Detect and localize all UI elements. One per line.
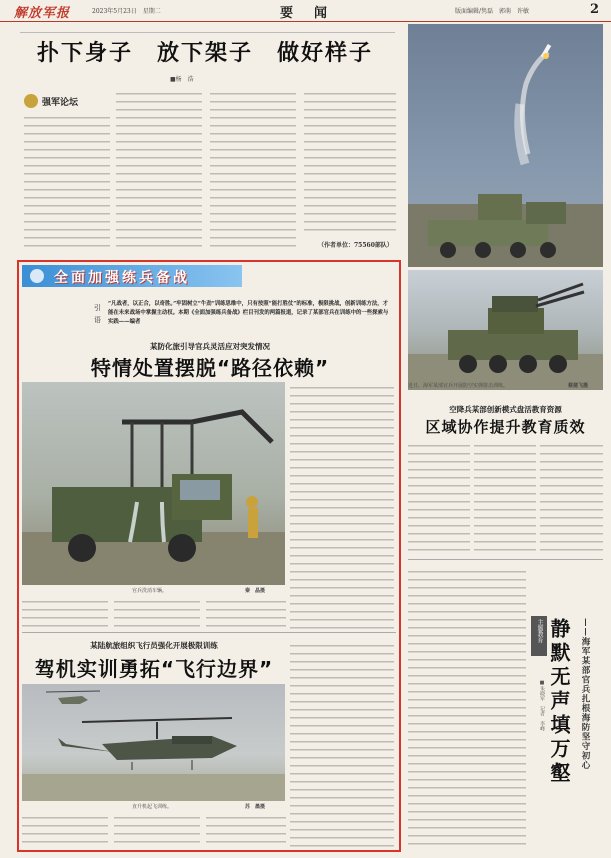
right-article-headline: 区域协作提升教育质效 [425, 418, 586, 436]
feature-banner [22, 265, 242, 287]
article1-subtitle: 某防化旅引导官兵灵活应对突发情况 [150, 342, 270, 351]
article2-column-3 [206, 812, 286, 848]
topic-badge-label: 主题教育 [536, 619, 543, 643]
lead-label: 引语 [94, 304, 101, 324]
rocket-launch-photo [408, 24, 603, 267]
article1-headline: 特情处置摆脱“路径依赖” [90, 356, 330, 380]
column-tag-icon [24, 94, 38, 108]
article2-column-4 [290, 640, 394, 848]
decontamination-photo [22, 382, 285, 585]
feature-divider [22, 632, 396, 633]
top-divider [20, 32, 395, 33]
column-tag [24, 94, 104, 108]
section-title: 要 闻 [280, 6, 332, 21]
top-article-column-2 [116, 88, 202, 248]
photo2-credit: 苏 墨摄 [245, 804, 266, 810]
vertical-subtitle: ——海军某部官兵扎根海防坚守初心 [580, 618, 590, 770]
top-headline: 扑下身子 放下架子 做好样子 [36, 41, 373, 66]
top-article-column-1 [24, 112, 110, 248]
article1-column-1 [22, 596, 108, 630]
article1-column-4 [290, 382, 394, 630]
helicopter-photo [22, 684, 285, 801]
photo2-caption: 直升机起飞训练。 [132, 804, 173, 810]
right-article-subtitle: 空降兵某部创新模式盘活教育资源 [449, 405, 562, 414]
right-article-column-2 [474, 440, 536, 556]
column-tag-label: 强军论坛 [42, 98, 79, 108]
photo1-caption: 官兵洗消车辆。 [132, 588, 168, 594]
feature-banner-title: 全面加强练兵备战 [54, 270, 190, 286]
vertical-article-body [408, 566, 526, 850]
top-article-column-4 [304, 88, 396, 236]
top-byline: ■杨 浩 [170, 76, 194, 83]
photo3-caption-row [408, 382, 603, 389]
right-divider [408, 559, 603, 560]
page-number: 2 [590, 2, 600, 17]
photo3-credit: 蔡建飞摄 [568, 383, 589, 389]
vertical-byline: ■朱晓军 记者 李峰 [539, 680, 545, 731]
banner-icon [30, 269, 44, 283]
article2-column-1 [22, 812, 108, 848]
article1-column-3 [206, 596, 286, 630]
right-article-column-1 [408, 440, 470, 556]
top-article-column-3 [210, 88, 296, 248]
air-defense-vehicle-photo [408, 270, 603, 390]
article2-headline: 驾机实训勇拓“飞行边界” [34, 657, 274, 681]
article1-column-2 [114, 596, 200, 630]
photo1-credit: 秦 晶摄 [245, 588, 266, 594]
article2-subtitle: 某陆航旅组织飞行员强化开展极限训练 [90, 641, 218, 650]
lead-quote: “凡战者，以正合，以奇胜。”牢固树立“牛劲”训练思维中，只有按照“能打胜仗”的标准，极限挑战，创新训练方法，才能在未来战场中掌握主动权。本期《全面加强练兵备战》栏目刊发的两篇报道，记录了某部官兵在训练中的一些探索与实践——编者 [108, 301, 389, 325]
vertical-headline: 静默无声填万壑 [547, 618, 571, 786]
issue-date: 2023年5月23日 星期二 [92, 8, 161, 15]
newspaper-logo: 解放军报 [14, 6, 71, 21]
article2-column-2 [114, 812, 200, 848]
page-editors: 版面编辑/隽磊 郭萌 许敏 [455, 8, 530, 15]
right-article-column-3 [540, 440, 603, 556]
photo3-caption: 近日，海军某部官兵开展防空实弹射击训练。 [408, 383, 509, 389]
masthead [0, 0, 611, 22]
top-article-source: （作者单位：75560部队） [318, 242, 393, 249]
